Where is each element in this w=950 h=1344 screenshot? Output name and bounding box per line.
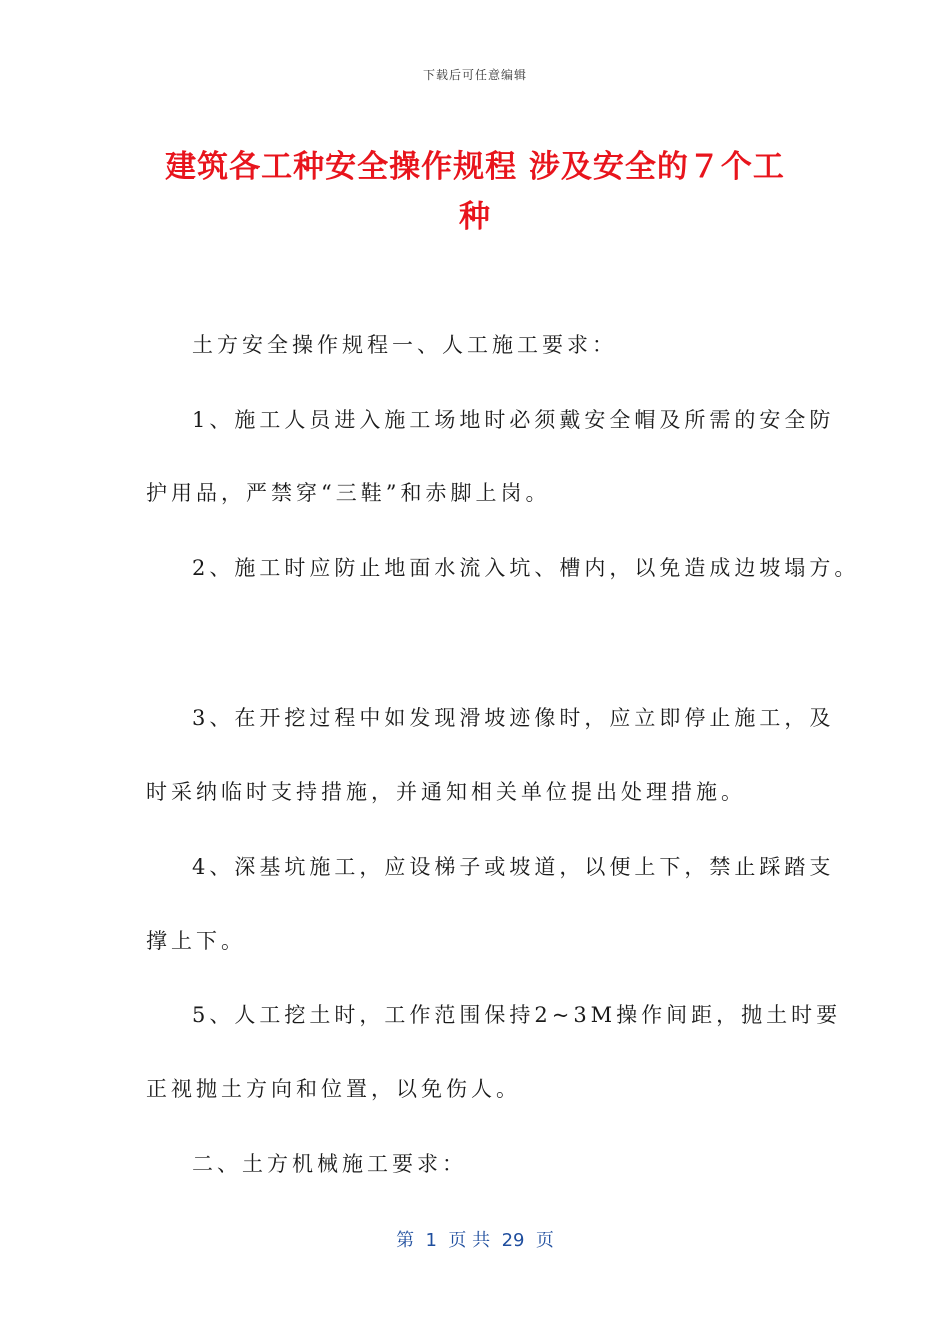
paragraph-line: 撑上下。 — [146, 929, 246, 953]
paragraph-line: 5、人工挖土时，工作范围保持2~3M操作间距，抛土时要 — [192, 1003, 842, 1027]
paragraph-line: 正视抛土方向和位置，以免伤人。 — [146, 1077, 521, 1101]
section-heading-1: 土方安全操作规程一、人工施工要求： — [192, 333, 617, 357]
page-number: 第 1 页 共 29 页 — [396, 1230, 554, 1251]
section-heading-2: 二、土方机械施工要求： — [192, 1152, 467, 1176]
title-line-2: 种 — [459, 199, 491, 235]
header-note: 下载后可任意编辑 — [422, 68, 527, 82]
paragraph-line: 4、深基坑施工，应设梯子或坡道，以便上下，禁止踩踏支 — [192, 855, 835, 879]
paragraph-line: 护用品，严禁穿“三鞋”和赤脚上岗。 — [146, 481, 551, 505]
paragraph-line: 时采纳临时支持措施，并通知相关单位提出处理措施。 — [146, 780, 746, 804]
paragraph-line: 1、施工人员进入施工场地时必须戴安全帽及所需的安全防 — [192, 408, 835, 432]
paragraph-line: 3、在开挖过程中如发现滑坡迹像时，应立即停止施工，及 — [192, 706, 835, 730]
document-title — [100, 142, 850, 242]
title-line-1: 建筑各工种安全操作规程 涉及安全的７个工 — [165, 149, 785, 185]
paragraph-line: 2、施工时应防止地面水流入坑、槽内，以免造成边坡塌方。 — [192, 556, 860, 580]
